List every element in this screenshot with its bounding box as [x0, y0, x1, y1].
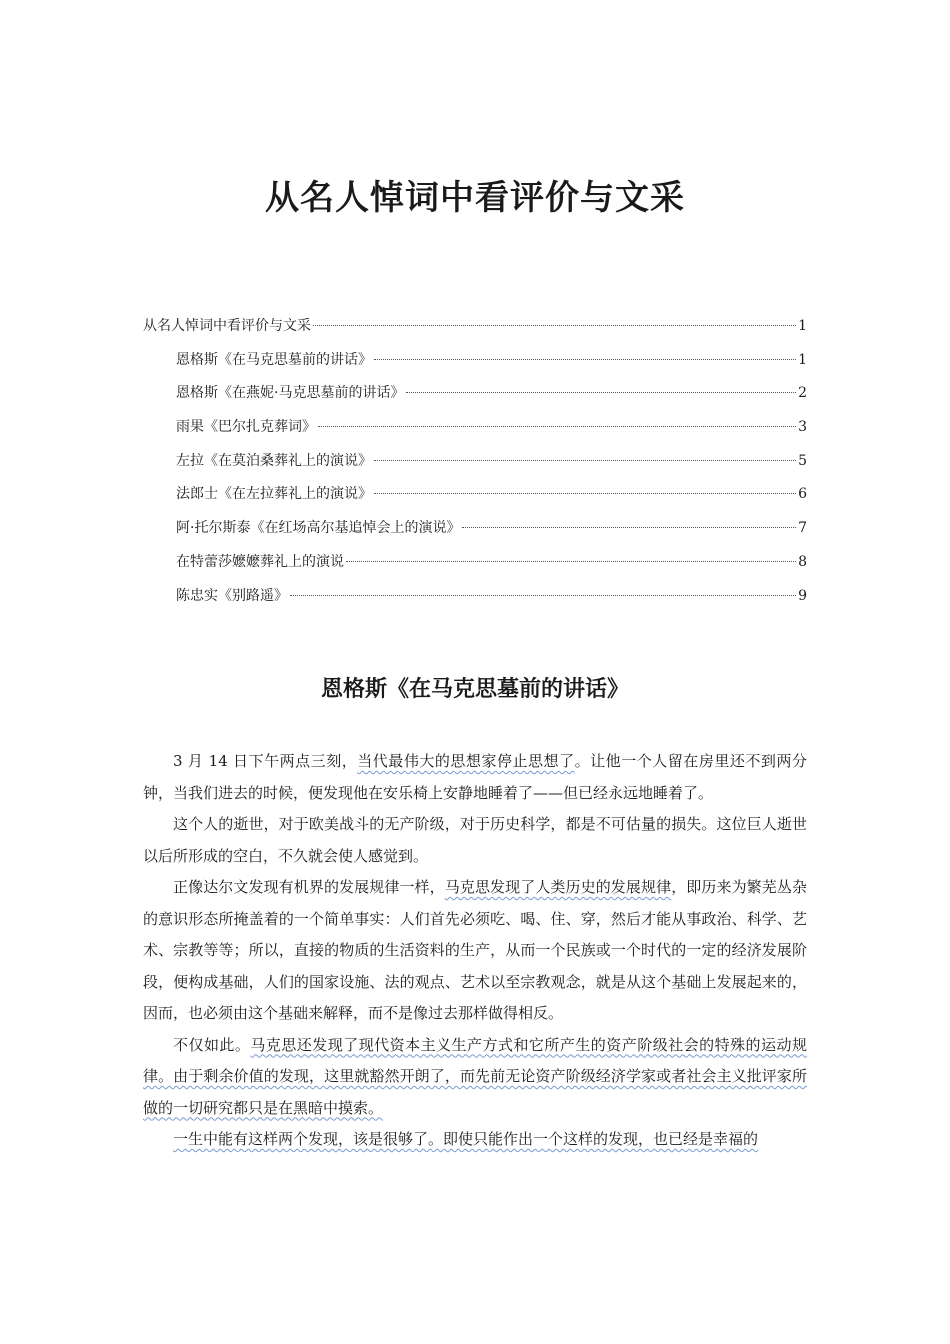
toc-entry-text: 陈忠实《别路遥》 — [176, 587, 288, 604]
toc-entry-page: 8 — [798, 553, 807, 570]
toc-entry-page: 2 — [798, 385, 807, 402]
toc-entry-page: 7 — [798, 520, 807, 537]
toc-entry-text: 阿·托尔斯泰《在红场高尔基追悼会上的演说》 — [176, 520, 461, 537]
toc-leader-dots — [374, 359, 796, 360]
toc-entry-text: 法郎士《在左拉葬礼上的演说》 — [176, 486, 372, 503]
toc-leader-dots — [318, 426, 796, 427]
toc-leader-dots — [313, 325, 796, 326]
toc-entry-page: 9 — [798, 587, 807, 604]
toc-entry-text: 在特蕾莎嬷嬷葬礼上的演说 — [176, 553, 344, 570]
paragraph — [143, 746, 807, 809]
toc-entry-page: 1 — [798, 351, 807, 368]
toc-entry[interactable] — [143, 350, 807, 384]
toc-entry[interactable] — [143, 451, 807, 485]
toc-leader-dots — [374, 493, 796, 494]
toc-leader-dots — [462, 527, 796, 528]
toc-entry-text: 雨果《巴尔扎克葬词》 — [176, 419, 316, 436]
toc-leader-dots — [374, 460, 796, 461]
paragraph-text: 。让他一个人留在房里还不到两分钟，当我们进去的时候，便发现他在安乐椅上安静地睡着了——但已经永远地睡着了。 — [143, 752, 807, 802]
toc-entry-page: 5 — [798, 452, 807, 469]
toc-entry[interactable] — [143, 518, 807, 552]
toc-entry-page: 6 — [798, 486, 807, 503]
toc-entry-page: 3 — [798, 419, 807, 436]
toc-leader-dots — [290, 595, 796, 596]
toc-entry-page: 1 — [798, 318, 807, 334]
marked-text: 马克思发现了人类历史的发展规律 — [444, 878, 672, 896]
paragraph — [143, 1124, 807, 1156]
document-title: 从名人悼词中看评价与文采 — [265, 178, 685, 218]
marked-text: 马克思还发现了现代资本主义生产方式和它所产生的资产阶级社会的特殊的运动规律。由于剩余价值的发现，这里就豁然开朗了，而先前无论资产阶级经济学家或者社会主义批评家所做的一切研究都只是在黑暗中摸索。 — [143, 1035, 807, 1117]
paragraph — [143, 809, 807, 872]
table-of-contents — [143, 316, 807, 619]
paragraph-text: 3 月 14 日下午两点三刻， — [173, 752, 358, 770]
toc-entry[interactable] — [143, 383, 807, 417]
paragraph-text: 这个人的逝世，对于欧美战斗的无产阶级，对于历史科学，都是不可估量的损失。这位巨人逝世以后所形成的空白，不久就会使人感觉到。 — [143, 815, 807, 865]
marked-text: 当代最伟大的思想家停止思想了 — [357, 752, 575, 770]
toc-entry[interactable] — [143, 417, 807, 451]
paragraph — [143, 1030, 807, 1125]
paragraph — [143, 872, 807, 1030]
toc-leader-dots — [346, 561, 796, 562]
toc-entry[interactable] — [143, 552, 807, 586]
toc-entry-text: 恩格斯《在马克思墓前的讲话》 — [176, 351, 372, 368]
toc-entry[interactable] — [143, 484, 807, 518]
toc-entry-text: 左拉《在莫泊桑葬礼上的演说》 — [176, 452, 372, 469]
paragraph-text: ，即历来为繁芜丛杂的意识形态所掩盖着的一个简单事实：人们首先必须吃、喝、住、穿，然后才能从事政治、科学、艺术、宗教等等；所以，直接的物质的生活资料的生产，从而一个民族或一个时代的一定的经济发展阶段，便构成基础，人们的国家设施、法的观点、艺术以至宗教观念，就是从这个基础上发展起来的，因而，也必须由这个基础来解释，而不是像过去那样做得相反。 — [143, 878, 807, 1022]
marked-text: 一生中能有这样两个发现，该是很够了。即使只能作出一个这样的发现，也已经是幸福的 — [173, 1130, 759, 1148]
toc-entry[interactable] — [143, 586, 807, 620]
toc-entry-text: 恩格斯《在燕妮·马克思墓前的讲话》 — [176, 385, 405, 402]
paragraph-text: 不仅如此。 — [173, 1035, 251, 1054]
paragraph-text: 正像达尔文发现有机界的发展规律一样， — [173, 878, 445, 896]
section-body — [143, 746, 807, 1156]
section-heading: 恩格斯《在马克思墓前的讲话》 — [320, 676, 629, 702]
toc-entry[interactable] — [143, 316, 807, 350]
toc-leader-dots — [406, 392, 796, 393]
toc-entry-text: 从名人悼词中看评价与文采 — [143, 318, 311, 334]
